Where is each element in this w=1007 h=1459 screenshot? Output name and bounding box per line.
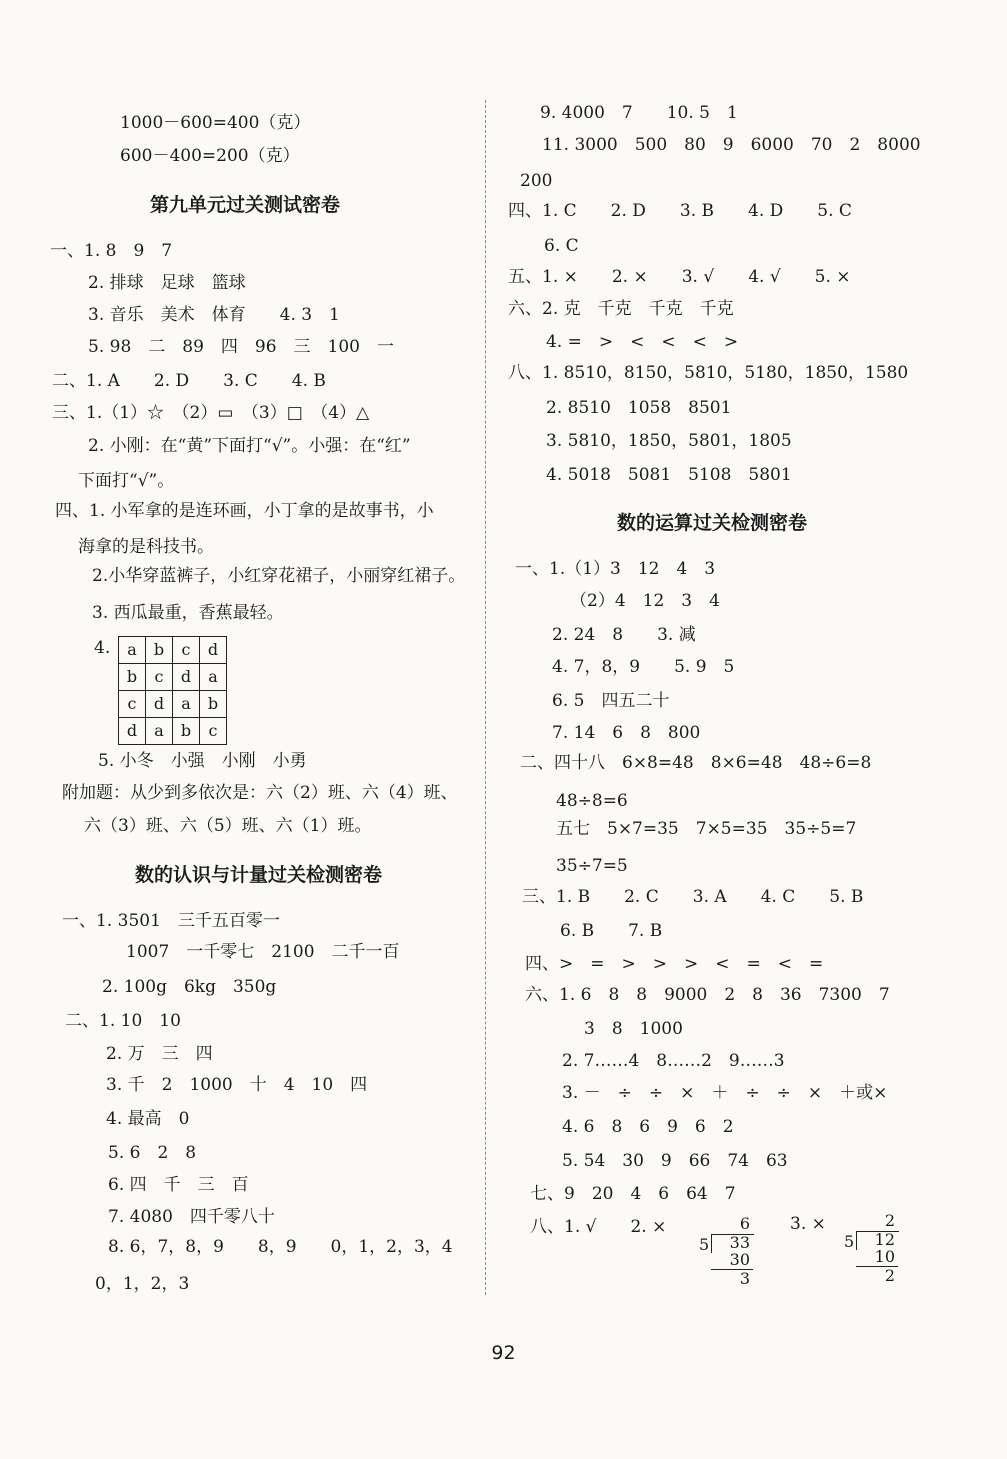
answer-line: 四、1. 小军拿的是连环画，小丁拿的是故事书，小	[55, 501, 434, 521]
answer-line: 6. C	[544, 236, 579, 256]
remainder: 2	[884, 1266, 895, 1285]
answer-line: 七、9 20 4 6 64 7	[530, 1184, 736, 1204]
answer-line: 一、1.（1）3 12 4 3	[515, 559, 716, 579]
answer-line: 2. 小刚：在“黄”下面打“√”。小强：在“红”	[88, 436, 411, 456]
answer-line: 1007 一千零七 2100 二千一百	[126, 942, 400, 962]
grid-cell: c	[146, 664, 173, 691]
answer-line: 二、四十八 6×8=48 8×6=48 48÷6=8	[520, 753, 872, 773]
grid-cell: a	[200, 664, 227, 691]
column-divider	[485, 100, 486, 1295]
answer-line: 2.小华穿蓝裤子，小红穿花裙子，小丽穿红裙子。	[92, 566, 466, 586]
answer-line: 三、1. B 2. C 3. A 4. C 5. B	[522, 887, 864, 907]
grid-cell: b	[200, 691, 227, 718]
answer-line: 2. 100g 6kg 350g	[102, 977, 277, 997]
answer-line: 八、1. 8510，8150，5810，5180，1850，1580	[508, 363, 909, 383]
grid-cell: c	[173, 637, 200, 664]
answer-line: 下面打“√”。	[78, 471, 175, 491]
remainder: 3	[739, 1269, 750, 1288]
answer-line: 2. 7……4 8……2 9……3	[562, 1051, 785, 1071]
answer-line: （2）4 12 3 4	[570, 591, 720, 611]
answer-line: 二、1. A 2. D 3. C 4. B	[52, 371, 326, 391]
answer-line: 3. 5810，1850，5801，1805	[546, 431, 792, 451]
answer-line: 4.	[94, 638, 111, 658]
answer-line: 4. 5018 5081 5108 5801	[546, 465, 792, 485]
answer-line: 7. 4080 四千零八十	[108, 1207, 275, 1227]
grid-cell: c	[119, 691, 146, 718]
page-number: 92	[491, 1342, 516, 1364]
section-title: 数的认识与计量过关检测密卷	[135, 864, 383, 886]
product: 10	[874, 1247, 895, 1266]
grid-cell: a	[119, 637, 146, 664]
grid-row	[119, 691, 227, 718]
answer-line: 1000－600=400（克）	[120, 113, 311, 133]
answer-line: 5. 54 30 9 66 74 63	[562, 1151, 788, 1171]
answer-line: 7. 14 6 8 800	[552, 723, 701, 743]
answer-line: 3. － ÷ ÷ × ＋ ÷ ÷ × ＋或×	[562, 1083, 888, 1103]
answer-line: 600－400=200（克）	[120, 146, 300, 166]
answer-line: 六（3）班、六（5）班、六（1）班。	[84, 816, 372, 836]
grid-row	[119, 637, 227, 664]
answer-line: 5. 6 2 8	[108, 1143, 197, 1163]
answer-line: 3. 音乐 美术 体育 4. 3 1	[88, 305, 340, 325]
divisor: 5	[699, 1235, 710, 1254]
grid-row	[119, 718, 227, 745]
grid-cell: d	[200, 637, 227, 664]
section-title: 数的运算过关检测密卷	[617, 512, 808, 534]
answer-line: 4. 6 8 6 9 6 2	[562, 1117, 734, 1137]
answer-line: 3 8 1000	[584, 1019, 683, 1039]
answer-line: 四、1. C 2. D 3. B 4. D 5. C	[508, 201, 852, 221]
answer-line: 6. 四 千 三 百	[108, 1175, 249, 1195]
grid-cell: d	[173, 664, 200, 691]
answer-line: 海拿的是科技书。	[78, 537, 214, 557]
answer-line: 2. 万 三 四	[106, 1044, 213, 1064]
answer-line: 6. 5 四五二十	[552, 691, 670, 711]
answer-line: 4. = > < < < >	[546, 332, 739, 352]
section-title: 第九单元过关测试密卷	[150, 194, 341, 216]
answer-line: 2. 8510 1058 8501	[546, 398, 732, 418]
grid-cell: d	[119, 718, 146, 745]
grid-cell: a	[146, 718, 173, 745]
grid-cell: c	[200, 718, 227, 745]
answer-line: 2. 排球 足球 篮球	[88, 273, 246, 293]
quotient: 2	[884, 1211, 895, 1230]
grid-cell: b	[119, 664, 146, 691]
answer-line: 48÷8=6	[556, 791, 628, 811]
letter-grid	[118, 636, 227, 745]
answer-line: 八、1. √ 2. ×	[530, 1217, 667, 1237]
answer-line: 4. 最高 0	[106, 1109, 190, 1129]
answer-line: 六、2. 克 千克 千克 千克	[508, 299, 734, 319]
answer-line: 200	[520, 171, 553, 191]
answer-line: 3. 千 2 1000 十 4 10 四	[106, 1075, 368, 1095]
answer-line: 35÷7=5	[556, 856, 628, 876]
grid-cell: b	[173, 718, 200, 745]
answer-line: 三、1.（1）☆ （2）▭ （3）□ （4）△	[52, 403, 370, 423]
dividend: 12	[874, 1230, 895, 1249]
answer-line: 11. 3000 500 80 9 6000 70 2 8000	[542, 135, 921, 155]
answer-line: 六、1. 6 8 8 9000 2 8 36 7300 7	[525, 985, 890, 1005]
grid-cell: d	[146, 691, 173, 718]
answer-line: 四、> = > > > < = < =	[525, 954, 824, 974]
answer-line: 3. ×	[790, 1214, 826, 1234]
answer-line: 五、1. × 2. × 3. √ 4. √ 5. ×	[508, 267, 851, 287]
grid-row	[119, 664, 227, 691]
grid-cell: a	[173, 691, 200, 718]
answer-line: 附加题：从少到多依次是：六（2）班、六（4）班、	[62, 783, 458, 803]
dividend: 33	[729, 1233, 750, 1252]
divisor: 5	[844, 1232, 855, 1251]
answer-line: 9. 4000 7 10. 5 1	[540, 103, 738, 123]
answer-line: 5. 98 二 89 四 96 三 100 一	[88, 337, 394, 357]
quotient: 6	[739, 1214, 750, 1233]
answer-line: 一、1. 8 9 7	[50, 241, 173, 261]
answer-line: 2. 24 8 3. 减	[552, 625, 696, 645]
answer-line: 4. 7，8，9 5. 9 5	[552, 657, 735, 677]
answer-line: 8. 6，7，8，9 8，9 0，1，2，3，4	[108, 1237, 453, 1257]
answer-line: 二、1. 10 10	[65, 1011, 181, 1031]
answer-line: 0，1，2，3	[95, 1274, 190, 1294]
answer-line: 3. 西瓜最重，香蕉最轻。	[92, 603, 284, 623]
answer-line: 五七 5×7=35 7×5=35 35÷5=7	[556, 819, 857, 839]
product: 30	[729, 1250, 750, 1269]
answer-line: 5. 小冬 小强 小刚 小勇	[98, 751, 307, 771]
grid-cell: b	[146, 637, 173, 664]
answer-line: 一、1. 3501 三千五百零一	[62, 911, 280, 931]
answer-line: 6. B 7. B	[560, 921, 663, 941]
